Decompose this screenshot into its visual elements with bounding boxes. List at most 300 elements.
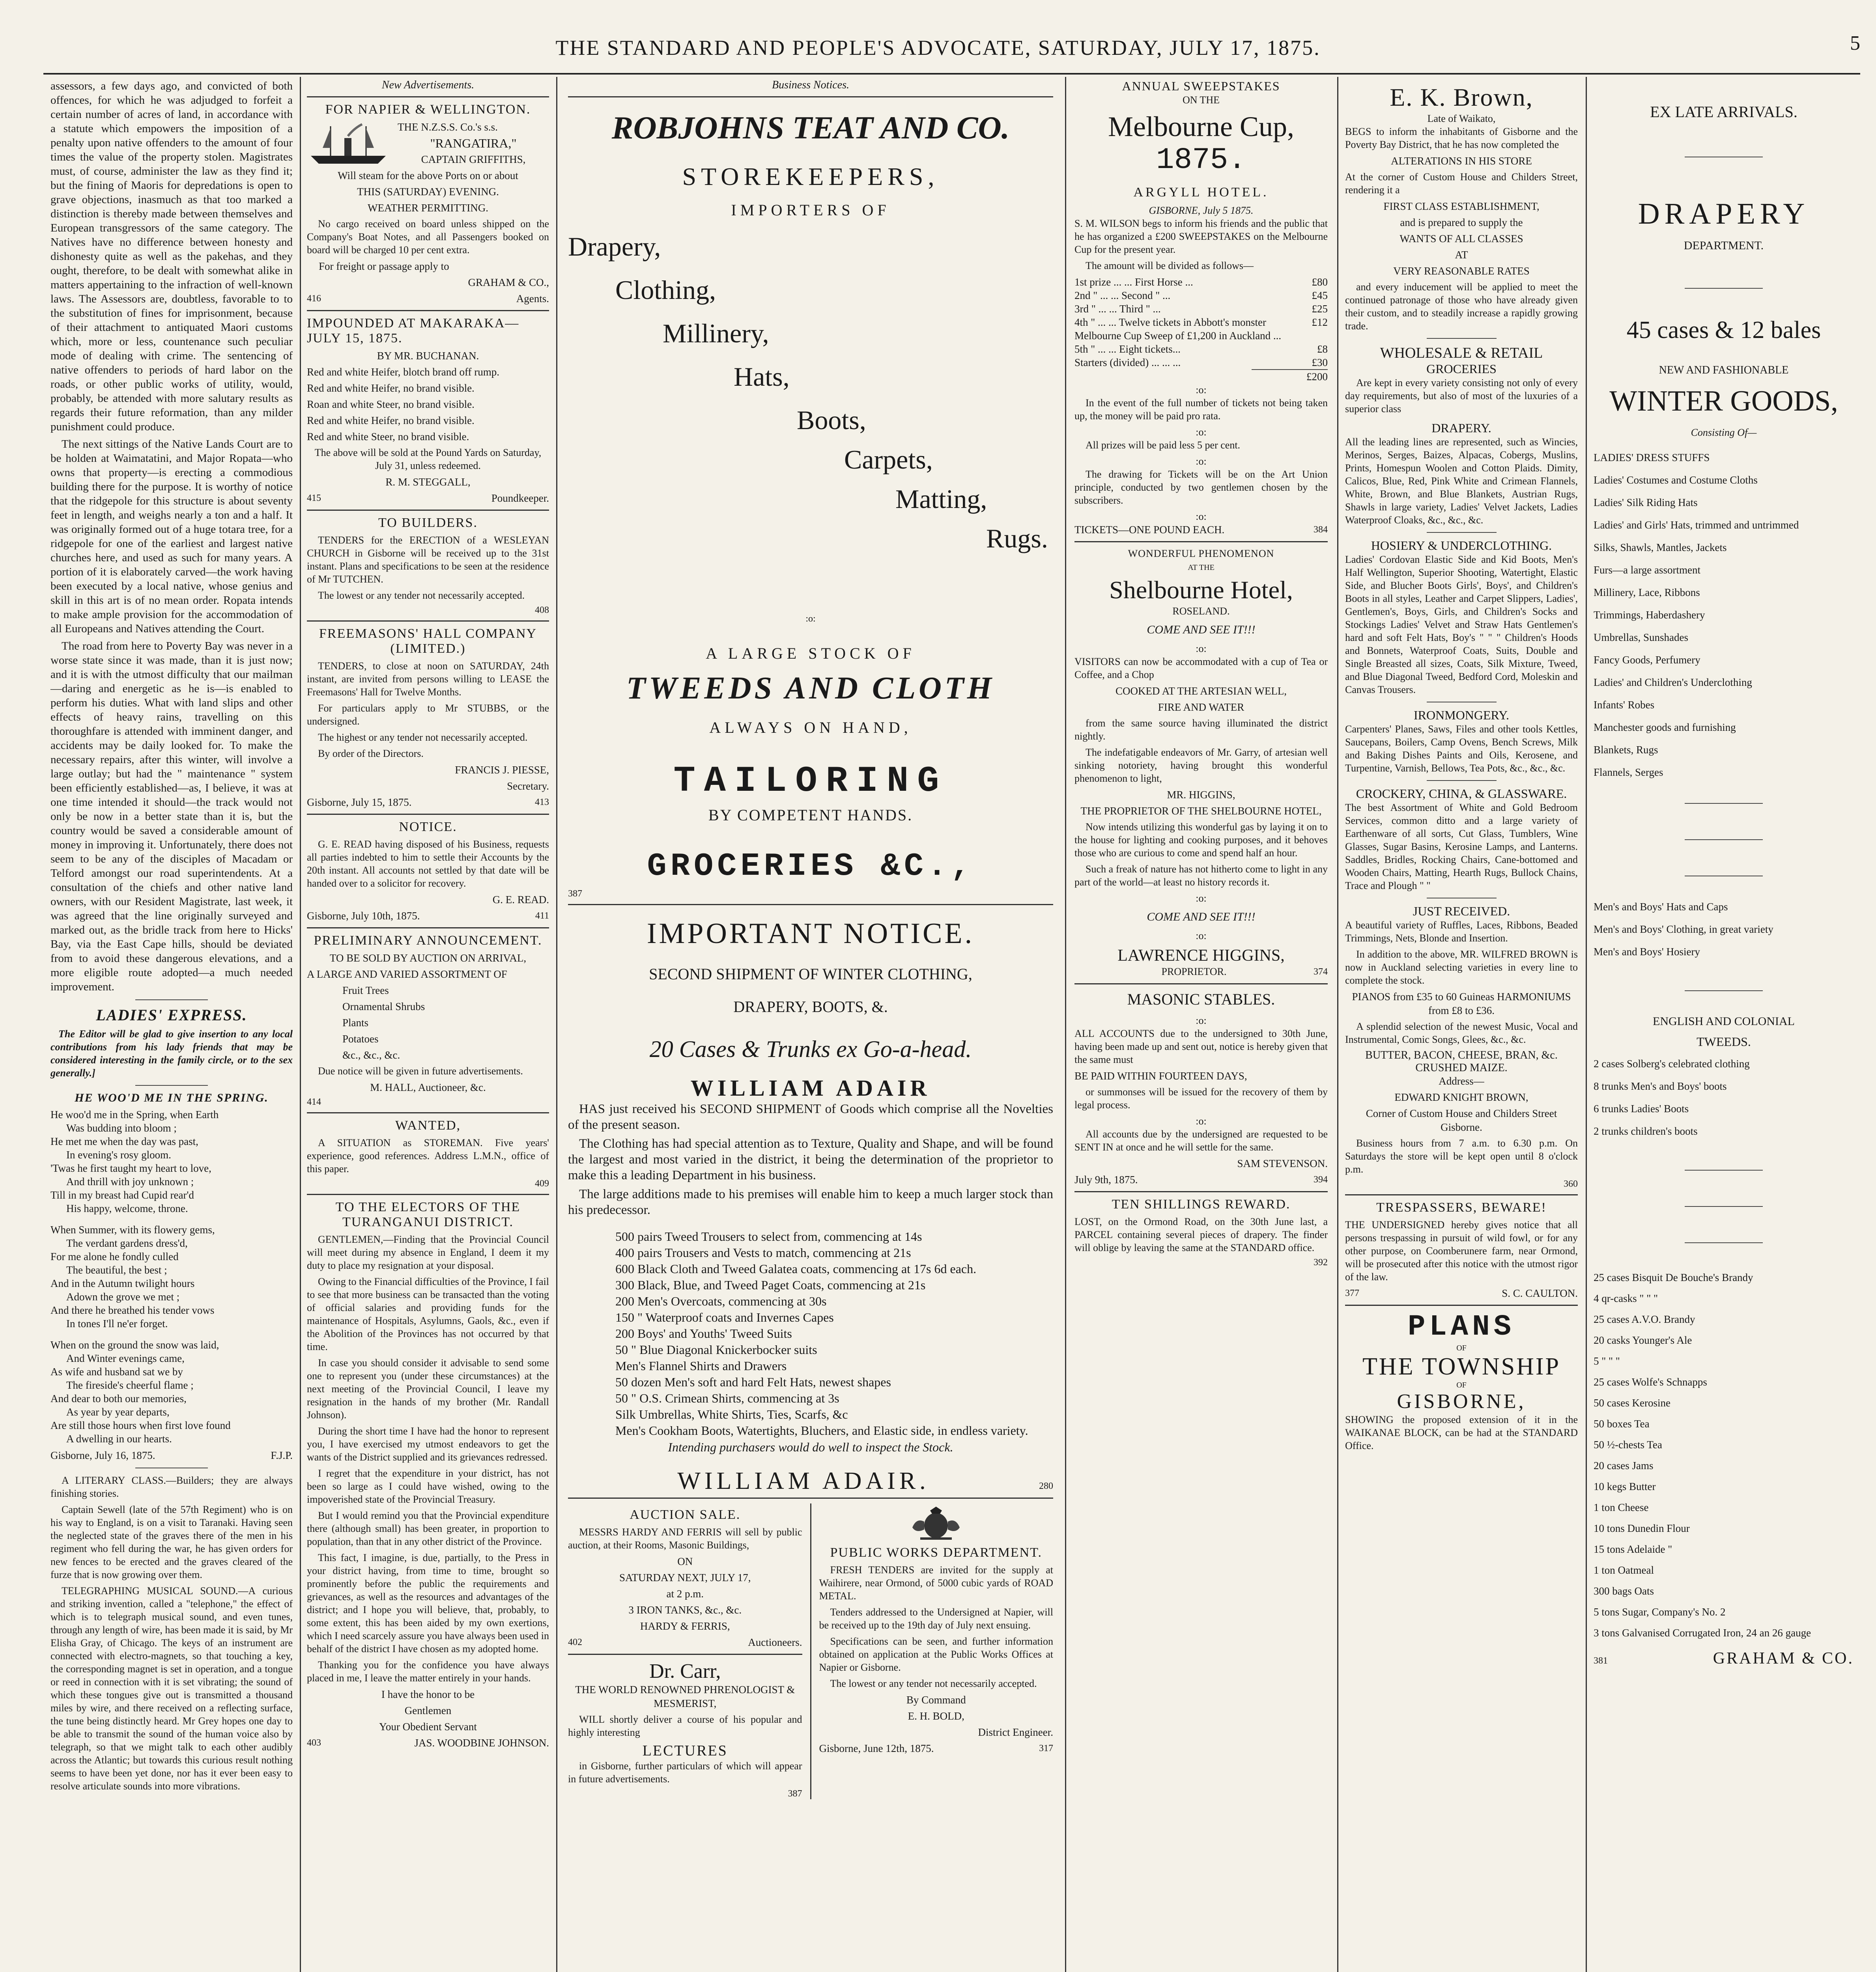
prize-value: £80 bbox=[1312, 276, 1328, 288]
poem-line: He met me when the day was past, bbox=[50, 1135, 198, 1147]
ad-text: In addition to the above, MR. WILFRED BROWN is now in Auckland selecting varieties in every line to complete the stock. bbox=[1345, 949, 1578, 986]
poem-line: The beautiful, the best ; bbox=[66, 1264, 167, 1276]
poem-line: Was budding into bloom ; bbox=[66, 1122, 177, 1134]
divider bbox=[1427, 532, 1497, 533]
ad-line: Secretary. bbox=[507, 780, 549, 792]
drapery-title: DRAPERY bbox=[1638, 197, 1810, 230]
ad-text: The large additions made to his premises will enable him to keep a much larger stock than his predecessor. bbox=[568, 1187, 1053, 1217]
ad-text: BEGS to inform the inhabitants of Gisborne and the Poverty Bay District, that he has now completed the bbox=[1345, 126, 1578, 150]
poem-line: When Summer, with its flowery gems, bbox=[50, 1224, 215, 1236]
of-label: OF bbox=[1456, 1381, 1467, 1389]
prize-label: 3rd " ... ... Third " ... bbox=[1074, 303, 1161, 315]
ad-line: A LARGE AND VARIED ASSORTMENT OF bbox=[307, 968, 507, 980]
ad-text: The best Assortment of White and Gold Bedroom Services, common ditto and a large variety of Earthenware of all sorts, Cut Glass, Tumblers, Wine Glasses, Sugar Basins, Kerosine Lamps, and Lanterns. Saddles, Bridles, Rocking Chairs, Cane-bottomed and Wooden Chairs, Matting, Hearth Rugs, Bullock Chains, Trace and Plough " " bbox=[1345, 802, 1578, 891]
ad-text: By order of the Directors. bbox=[318, 748, 424, 759]
auction-item: Plants bbox=[342, 1017, 369, 1029]
ad-line: and is prepared to supply the bbox=[1400, 217, 1523, 228]
goods-item: Carpets, bbox=[844, 444, 933, 474]
goods-item: Ladies' and Girls' Hats, trimmed and untrimmed bbox=[1594, 519, 1799, 531]
goods-item: Fancy Goods, Perfumery bbox=[1594, 654, 1700, 666]
ad-number: 381 bbox=[1594, 1656, 1608, 1666]
divider bbox=[135, 1085, 208, 1086]
poem-line: His happy, welcome, throne. bbox=[66, 1203, 188, 1214]
ad-line: WANTS OF ALL CLASSES bbox=[1400, 233, 1523, 245]
auction-item: &c., &c., &c. bbox=[342, 1049, 400, 1061]
ad-text: G. E. READ having disposed of his Business, requests all parties indebted to him to settle their Accounts by the 20th instant. All accounts not settled by that date will be handed over to a solicitor for recovery. bbox=[307, 838, 549, 889]
ad-date: Gisborne, June 12th, 1875. bbox=[819, 1742, 934, 1754]
tweeds-item: 2 cases Solberg's celebrated clothing bbox=[1594, 1058, 1750, 1070]
ad-line: MR. HIGGINS, bbox=[1167, 789, 1235, 801]
ad-text: All prizes will be paid less 5 per cent. bbox=[1086, 439, 1241, 451]
ad-text: Carpenters' Planes, Saws, Files and other tools Kettles, Saucepans, Boilers, Camp Ovens, Bench Screws, Milk and Baking Dishes Paints and Oils, Kerosene, and Turpentine, Varnish, Bellows, Tea Pots, &c., &c., &c. bbox=[1345, 723, 1578, 774]
ad-line: FIRE AND WATER bbox=[1158, 701, 1244, 713]
poem-title: HE WOO'D ME IN THE SPRING. bbox=[75, 1091, 269, 1104]
cases-trunks: 20 Cases & Trunks ex Go-a-head. bbox=[649, 1036, 972, 1062]
mens-item: Men's and Boys' Hats and Caps bbox=[1594, 901, 1728, 913]
literary-class: A LITERARY CLASS.—Builders; they are always finishing stories. bbox=[50, 1475, 293, 1499]
ad-text: WILL shortly deliver a course of his popular and highly interesting bbox=[568, 1714, 802, 1738]
goods-item: Matting, bbox=[895, 484, 987, 514]
prize-value: £25 bbox=[1312, 303, 1328, 315]
adair-stock-list bbox=[568, 1230, 1053, 1438]
goods-item: Millinery, Lace, Ribbons bbox=[1594, 586, 1700, 598]
poem-line: 'Twas he first taught my heart to love, bbox=[50, 1162, 211, 1174]
ad-text: TENDERS, to close at noon on SATURDAY, 24th instant, are invited from persons willing to LEASE the Freemasons' Hall for Twelve Months. bbox=[307, 660, 549, 698]
storekeepers: STOREKEEPERS, bbox=[682, 162, 939, 190]
tweeds-item: 2 trunks children's boots bbox=[1594, 1125, 1698, 1137]
ad-line: THE PROPRIETOR OF THE SHELBOURNE HOTEL, bbox=[1080, 805, 1322, 817]
ad-line: Poundkeeper. bbox=[491, 492, 549, 504]
ad-signature: E. H. BOLD, bbox=[908, 1710, 964, 1722]
graham-signature: GRAHAM & CO. bbox=[1713, 1649, 1854, 1668]
section-heading: GROCERIES bbox=[1426, 362, 1497, 376]
ad-line: Agents. bbox=[516, 293, 549, 304]
ad-number: 409 bbox=[535, 1178, 549, 1189]
ad-number: 360 bbox=[1564, 1179, 1578, 1189]
ad-heading: TEN SHILLINGS REWARD. bbox=[1112, 1197, 1291, 1212]
ornament: :o: bbox=[1196, 893, 1207, 904]
impound-item: Roan and white Steer, no brand visible. bbox=[307, 398, 475, 410]
consisting-of: Consisting Of— bbox=[1691, 427, 1757, 438]
goods-item: Ladies' Costumes and Costume Cloths bbox=[1594, 474, 1758, 486]
ad-heading: TRESPASSERS, BEWARE! bbox=[1376, 1200, 1547, 1215]
ad-date: Gisborne, July 10th, 1875. bbox=[307, 910, 420, 922]
ad-text: A beautiful variety of Ruffles, Laces, Ribbons, Beaded Trimmings, Nets, Blonde and Insertion. bbox=[1345, 919, 1578, 944]
winter-goods-list bbox=[1594, 451, 1854, 779]
stores-item: 50 cases Kerosine bbox=[1594, 1397, 1670, 1409]
ad-signature: GRAHAM & CO., bbox=[468, 276, 549, 288]
masonic-stables: MASONIC STABLES. bbox=[1127, 990, 1275, 1008]
prize-value: £200 bbox=[1306, 371, 1328, 383]
dr-carr: Dr. Carr, bbox=[649, 1660, 721, 1683]
divider bbox=[1345, 1305, 1578, 1306]
large-stock: A LARGE STOCK OF bbox=[706, 644, 916, 662]
tailoring: TAILORING bbox=[673, 760, 948, 802]
ad-text: The drawing for Tickets will be on the Art Union principle, conducted by two gentlemen chosen by the subscribers. bbox=[1074, 469, 1328, 506]
stores-item: 5 " " " bbox=[1594, 1355, 1620, 1367]
ornament: :o: bbox=[805, 614, 816, 624]
poem-line: Are still those hours when first love found bbox=[50, 1419, 231, 1431]
ad-signature: EDWARD KNIGHT BROWN, bbox=[1394, 1091, 1528, 1103]
column-business-notices bbox=[556, 79, 1065, 1972]
ad-number: 317 bbox=[1039, 1743, 1053, 1754]
goods-item: Manchester goods and furnishing bbox=[1594, 721, 1736, 733]
stores-item: 1 ton Oatmeal bbox=[1594, 1564, 1654, 1576]
poem-line: And there he breathed his tender vows bbox=[50, 1304, 215, 1316]
stock-item: 50 dozen Men's soft and hard Felt Hats, newest shapes bbox=[615, 1375, 891, 1389]
the-township: THE TOWNSHIP bbox=[1362, 1353, 1561, 1380]
ad-signature: R. M. STEGGALL, bbox=[385, 476, 471, 488]
stores-item: 50 ½-chests Tea bbox=[1594, 1439, 1662, 1451]
divider bbox=[568, 1654, 802, 1655]
department: DEPARTMENT. bbox=[1684, 239, 1764, 252]
goods-item: Millinery, bbox=[663, 318, 769, 348]
ad-text: In case you should consider it advisable to send some one to represent you (under these circumstances) at the next meeting of the Provincial Council, I leave my resignation in the hands of my brother (Mr. Randall Johnson). bbox=[307, 1357, 549, 1421]
poem-line: Adown the grove we met ; bbox=[66, 1291, 180, 1303]
ad-line: VERY REASONABLE RATES bbox=[1393, 265, 1530, 277]
divider bbox=[568, 1498, 1053, 1499]
ad-signature: G. E. READ. bbox=[492, 894, 549, 906]
ad-number: 374 bbox=[1313, 967, 1328, 977]
ad-number: 387 bbox=[568, 889, 582, 899]
divider bbox=[307, 310, 549, 311]
divider bbox=[307, 620, 549, 622]
ad-text: All accounts due by the undersigned are requested to be SENT IN at once and he will settle for the same. bbox=[1074, 1128, 1328, 1153]
stock-item: 300 Black, Blue, and Tweed Paget Coats, commencing at 21s bbox=[615, 1278, 926, 1292]
tweeds-item: 6 trunks Ladies' Boots bbox=[1594, 1103, 1689, 1115]
ad-signature: M. HALL, Auctioneer, &c. bbox=[370, 1081, 486, 1093]
ad-number: 394 bbox=[1314, 1175, 1328, 1185]
poem-line: In tones I'll ne'er forget. bbox=[66, 1318, 168, 1330]
section-heading: CROCKERY, CHINA, & GLASSWARE. bbox=[1356, 786, 1567, 801]
ad-number: 413 bbox=[535, 797, 549, 807]
ad-text: Specifications can be seen, and further information obtained on application at the Public Works Offices at Napier or Gisborne. bbox=[819, 1636, 1053, 1673]
ad-number: 280 bbox=[1039, 1481, 1053, 1491]
mens-item: Men's and Boys' Clothing, in great variety bbox=[1594, 923, 1773, 935]
stores-item: 4 qr-casks " " " bbox=[1594, 1292, 1658, 1304]
sweep-on: ON THE bbox=[1182, 94, 1220, 106]
section-heading: WHOLESALE & RETAIL bbox=[1380, 345, 1543, 361]
article-paragraph: The road from here to Poverty Bay was never in a worse state since it was made, than it is just now; and it is with the utmost difficulty that our mailman—daring and energetic as he is—is enabled to perform his duties. What with land slips and other effects of heavy rains, travelling on this thoroughfare is attended with imminent danger, and accidents may be daily looked for. To make the necessary repairs, after this winter, will involve a large outlay; but had the " maintenance " system been efficiently established—as, I believe, it was at one time intended it should—the track would not only be now in a better state than it is, but the country would be saved a considerable amount of money in improving it. Unfortunately, there does not seem to be any of the disciples of Macadam or Telford amongst our road superintendents. At a consultation of the chiefs and other native land owners, with our Resident Magistrate, last week, it was agreed that the line originally surveyed and marked out, as the bridle track from here to Hicks' Bay, via the East Cape hills, should be deviated from to avoid these dangerous elevations, and a more eligible route adopted—a much needed improvement. bbox=[50, 640, 293, 993]
prize-value: £45 bbox=[1312, 289, 1328, 301]
ad-line: For freight or passage apply to bbox=[319, 260, 449, 272]
ornament: :o: bbox=[1196, 511, 1207, 522]
ad-heading: AUCTION SALE. bbox=[630, 1507, 741, 1522]
goods-item: Clothing, bbox=[615, 275, 716, 305]
divider bbox=[1685, 1242, 1763, 1243]
ad-text: In the event of the full number of tickets not being taken up, the money will be paid pro rata. bbox=[1074, 397, 1328, 422]
ad-text: HAS just received his SECOND SHIPMENT of Goods which comprise all the Novelties of the present season. bbox=[568, 1102, 1053, 1132]
divider bbox=[1074, 983, 1328, 984]
stores-item: 25 cases A.V.O. Brandy bbox=[1594, 1313, 1695, 1325]
ad-line: Will steam for the above Ports on or about bbox=[338, 170, 518, 181]
ad-text: Business hours from 7 a.m. to 6.30 p.m. On Saturdays the store will be kept open until 8 o'clock p.m. bbox=[1345, 1137, 1578, 1175]
divider bbox=[1427, 338, 1497, 339]
impound-item: Red and white Heifer, no brand visible. bbox=[307, 415, 475, 426]
section-heading: BUTTER, BACON, CHEESE, BRAN, &c. bbox=[1365, 1049, 1558, 1061]
come-and-see: COME AND SEE IT!!! bbox=[1147, 910, 1256, 923]
goods-item: Silks, Shawls, Mantles, Jackets bbox=[1594, 542, 1727, 553]
ad-text: SHOWING the proposed extension of it in the WAIKANAE BLOCK, can be had at the STANDARD Office. bbox=[1345, 1414, 1578, 1451]
poem-line: He woo'd me in the Spring, when Earth bbox=[50, 1109, 219, 1120]
ad-line: Corner of Custom House and Childers Street Gisborne. bbox=[1366, 1107, 1557, 1133]
ad-line: Your Obedient Servant bbox=[379, 1721, 477, 1733]
prize-value: £30 bbox=[1312, 357, 1328, 368]
column-graham bbox=[1586, 79, 1862, 1972]
ad-text: THE UNDERSIGNED hereby gives notice that all persons trespassing in pursuit of wild fowl, or for any other purpose, on Coomberunere farm, near Ormond, will be prosecuted after this notice with the utmost rigor of the law. bbox=[1345, 1219, 1578, 1283]
william-adair-signature: WILLIAM ADAIR. bbox=[677, 1468, 930, 1494]
prize-label: 4th " ... ... Twelve tickets in Abbott's monster Melbourne Cup Sweep of £1,200 in Auckland ... bbox=[1074, 316, 1282, 342]
goods-item: Hats, bbox=[734, 362, 790, 392]
competent-hands: BY COMPETENT HANDS. bbox=[708, 806, 913, 824]
ladies-express-title: LADIES' EXPRESS. bbox=[96, 1006, 247, 1024]
ad-signature: FRANCIS J. PIESSE, bbox=[455, 764, 549, 776]
ad-line: THIS (SATURDAY) EVENING. bbox=[357, 186, 499, 198]
divider bbox=[307, 96, 549, 97]
ad-text: and every inducement will be applied to meet the continued patronage of those who have already given their custom, and to steadily increase a rapidly growing trade. bbox=[1345, 281, 1578, 332]
cup-year: 1875. bbox=[1156, 143, 1246, 177]
ad-line: AT bbox=[1455, 249, 1468, 261]
stores-item: 10 kegs Butter bbox=[1594, 1481, 1656, 1492]
ad-text: Now intends utilizing this wonderful gas by laying it on to the house for lighting and cooking purposes, and it behoves those who are curious to come and spend half an hour. bbox=[1074, 821, 1328, 859]
article-paragraph: assessors, a few days ago, and convicted of both offences, for which he was adjudged to forfeit a certain number of acres of land, in accordance with a statute which empowers the imposition of a penalty upon native offenders to the amount of four times the value of the property stolen. Magistrates must, of course, administer the law as they find it; but the fining of Maoris for depredations is open to grave objections, inasmuch as that too marked a distinction is thereby made between themselves and European transgressors of the same category. The Natives have no difference between honesty and dishonesty quite as well as the pakehas, and they ought, therefore, to be dealt with somewhat alike in matters appertaining to the infraction of well-known laws. The Assessors are, doubtless, favorable to to the substitution of fines for imprisonment, because of their attachment to antiquated Maori customs which, more or less, countenance such peculiar mode of dealing with crime. The sentencing of native offenders to periods of hard labor on the roads, or other public works of utility, would, probably, be attended with more salutary results as regards their future reformation, than any milder punishment could produce. bbox=[50, 80, 293, 433]
stores-item: 15 tons Adelaide " bbox=[1594, 1543, 1672, 1555]
poem-signature: F.J.P. bbox=[271, 1449, 293, 1461]
divider bbox=[1074, 541, 1328, 542]
ad-text: But I would remind you that the Provincial expenditure there (although small) has been greater, in proportion to population, than that in any other district of the Province. bbox=[307, 1510, 549, 1547]
impound-item: Red and white Heifer, no brand visible. bbox=[307, 382, 475, 394]
divider bbox=[307, 1194, 549, 1195]
ad-line: at 2 p.m. bbox=[666, 1588, 704, 1600]
divider bbox=[1685, 803, 1763, 804]
ad-text: FRESH TENDERS are invited for the supply at Waihirere, near Ormond, of 5000 cubic yards of ROAD METAL. bbox=[819, 1564, 1053, 1602]
stock-item: Men's Flannel Shirts and Drawers bbox=[615, 1359, 787, 1373]
poem-line bbox=[50, 1215, 293, 1223]
winter-goods: WINTER GOODS, bbox=[1609, 385, 1838, 417]
poem-line: As year by year departs, bbox=[66, 1406, 170, 1418]
ad-text: The indefatigable endeavors of Mr. Garry, of artesian well sinking notoriety, having brought this wonderful phenomenon to light, bbox=[1074, 747, 1328, 784]
column-ek-brown bbox=[1337, 79, 1586, 1972]
stock-item: Men's Cookham Boots, Watertights, Bluchers, and Elastic side, in endless variety. bbox=[615, 1423, 1028, 1438]
new-fashionable: NEW AND FASHIONABLE bbox=[1659, 364, 1789, 376]
ek-brown: E. K. Brown, bbox=[1390, 83, 1533, 111]
ad-number: 403 bbox=[307, 1738, 321, 1748]
divider bbox=[307, 814, 549, 815]
ship-name: "RANGATIRA," bbox=[430, 136, 517, 150]
ornament: :o: bbox=[1196, 1015, 1207, 1026]
prize-table bbox=[1074, 275, 1328, 383]
second-shipment: SECOND SHIPMENT OF WINTER CLOTHING, bbox=[649, 965, 972, 983]
section-heading: CRUSHED MAIZE. bbox=[1415, 1062, 1508, 1074]
ad-text: Ladies' Cordovan Elastic Side and Kid Boots, Men's Half Wellington, Superior Shooting, Watertight, Elastic Side, and Blucher Boots Girls', Boys', and Children's Boots in all styles, Leather and Carpet Slippers, Ladies', Gentlemen's, Boys, Girls, and Children's Socks and Stockings Ladies' Velvet and Straw Hats Gentlemen's hard and soft Felt Hats, Boy's " " " Children's Hoods and Bonnets, Waterproof Coats, Suits, Double and Single Breasted all sizes, Coats, Silk Mixture, Tweed, and Blue Diagonal Tweed, Bedford Cord, Moleskin and Canvas Trousers. bbox=[1345, 554, 1578, 695]
of-label: OF bbox=[1456, 1344, 1467, 1352]
prize-label: Starters (divided) ... ... ... bbox=[1074, 357, 1181, 368]
goods-item: Drapery, bbox=[568, 232, 661, 261]
masthead-rule bbox=[43, 73, 1860, 75]
ad-heading: PRELIMINARY ANNOUNCEMENT. bbox=[314, 933, 542, 948]
wonder-heading: WONDERFUL PHENOMENON bbox=[1128, 548, 1274, 559]
ad-line: THE N.Z.S.S. Co.'s s.s. bbox=[398, 121, 498, 133]
ad-text: During the short time I have had the honor to represent you, I have exercised my utmost endeavors to get the wants of the District supplied and its grievances redressed. bbox=[307, 1425, 549, 1463]
ad-line: Late of Waikato, bbox=[1427, 113, 1496, 124]
ad-text: LOST, on the Ormond Road, on the 30th June last, a PARCEL containing several pieces of drapery. The finder will oblige by leaving the same at the STANDARD office. bbox=[1074, 1216, 1328, 1253]
ad-text: in Gisborne, further particulars of which will appear in future advertisements. bbox=[568, 1760, 802, 1785]
ad-text: Owing to the Financial difficulties of the Province, I fail to see that more business can be transacted than the voting of official salaries and providing funds for the maintenance of Hospitals, Asylumns, Gaols, &c., even if the Abolition of the Provinces has not occurred by that time. bbox=[307, 1276, 549, 1352]
ad-heading: TO THE ELECTORS OF THE TURANGANUI DISTRICT. bbox=[335, 1200, 521, 1229]
ad-line: 3 IRON TANKS, &c., &c. bbox=[628, 1604, 742, 1616]
goods-item: Infants' Robes bbox=[1594, 699, 1655, 711]
tweeds-heading: TWEEDS. bbox=[1697, 1035, 1751, 1049]
cases-bales: 45 cases & 12 bales bbox=[1626, 317, 1821, 344]
stock-item: 50 " O.S. Crimean Shirts, commencing at 3s bbox=[615, 1391, 839, 1405]
poem-line: And thrill with joy unknown ; bbox=[66, 1176, 194, 1188]
ad-heading: FREEMASONS' HALL COMPANY (LIMITED.) bbox=[319, 626, 537, 656]
poem-line: In evening's rosy gloom. bbox=[66, 1149, 171, 1161]
ad-number: 415 bbox=[307, 493, 321, 503]
page-mark: 5 bbox=[1850, 32, 1860, 54]
poem-line: And dear to both our memories, bbox=[50, 1393, 187, 1404]
william-adair-title: WILLIAM ADAIR bbox=[690, 1075, 931, 1101]
auction-item: Ornamental Shrubs bbox=[342, 1001, 425, 1012]
ad-line: I have the honor to be bbox=[381, 1688, 475, 1700]
poem-line: The fireside's cheerful flame ; bbox=[66, 1379, 194, 1391]
column-header: Business Notices. bbox=[772, 79, 849, 91]
ad-line: District Engineer. bbox=[978, 1726, 1053, 1738]
divider bbox=[307, 927, 549, 928]
ad-heading: FOR NAPIER & WELLINGTON. bbox=[325, 102, 531, 117]
stock-item: 50 " Blue Diagonal Knickerbocker suits bbox=[615, 1343, 817, 1357]
poem-line: When on the ground the snow was laid, bbox=[50, 1339, 219, 1351]
ad-line: TO BE SOLD BY AUCTION ON ARRIVAL, bbox=[329, 952, 527, 964]
stock-item: 150 " Waterproof coats and Invernes Capes bbox=[615, 1310, 834, 1324]
ad-line: No cargo received on board unless shipped on the Company's Boat Notes, and all Passengers booked on board will be charged 10 per cent extra. bbox=[307, 218, 549, 256]
ad-text: Such a freak of nature has not hitherto come to light in any part of the world—at least no history records it. bbox=[1074, 863, 1328, 888]
ad-text: GENTLEMEN,—Finding that the Provincial Council will meet during my absence in England, I deem it my duty to place my resignation at your disposal. bbox=[307, 1234, 549, 1271]
divider bbox=[1685, 839, 1763, 840]
ad-line: FIRST CLASS ESTABLISHMENT, bbox=[1383, 200, 1540, 212]
ad-text: The highest or any tender not necessarily accepted. bbox=[318, 732, 528, 743]
auction-item: Potatoes bbox=[342, 1033, 379, 1045]
ad-text: This fact, I imagine, is due, partially, to the Press in your district having, from time to time, brought so prominently before the public the requirements and grievances, as well as the resources and advantages of the district; and I hope you will believe, that, probably, to some extent, this has been aided by my own exertions, which I need scarcely assure you have always been used in behalf of the district I have chosen as my adopted home. bbox=[307, 1552, 549, 1655]
ad-signature: HARDY & FERRIS, bbox=[640, 1620, 730, 1632]
ad-heading: NOTICE. bbox=[399, 820, 457, 834]
ad-text: A splendid selection of the newest Music, Vocal and Instrumental, Comic Songs, Glees, &c., &c. bbox=[1345, 1021, 1578, 1045]
always-on-hand: ALWAYS ON HAND, bbox=[709, 719, 912, 736]
stock-item: 400 pairs Trousers and Vests to match, commencing at 21s bbox=[615, 1246, 911, 1260]
groceries: GROCERIES &C., bbox=[647, 848, 974, 885]
ad-line: THE WORLD RENOWNED PHRENOLOGIST & MESMERIST, bbox=[575, 1684, 795, 1709]
ad-text: ALL ACCOUNTS due to the undersigned to 30th June, having been made up and sent out, notice is hereby given that the same must bbox=[1074, 1028, 1328, 1065]
ad-date: Gisborne, July 15, 1875. bbox=[307, 796, 412, 808]
gisborne: GISBORNE, bbox=[1397, 1390, 1526, 1413]
important-notice: IMPORTANT NOTICE. bbox=[647, 917, 975, 950]
poem-line: The verdant gardens dress'd, bbox=[66, 1237, 188, 1249]
article-paragraph: The next sittings of the Native Lands Court are to be holden at Waimatatini, and Major Ropata—who owns that property—is erecting a commodious building there for the purpose. It is worthy of notice that the ridgepole for this structure is about seventy feet in length, and weighs nearly a ton and a half. It was originally formed out of a huge totara tree, for a ridgepole for one of the earliest and largest native churches here, and used as such for many years. A portion of it is elaborately carved—the work having been executed by a local native, whose genius and skill in this art is of no mean order. Ropata intends to make ample provision for the accommodation of all Europeans and Natives attending the Court. bbox=[50, 438, 293, 635]
goods-item: LADIES' DRESS STUFFS bbox=[1594, 452, 1710, 463]
poem bbox=[50, 1108, 293, 1445]
ad-line: ON bbox=[677, 1556, 693, 1567]
ad-heading: IMPOUNDED AT MAKARAKA— JULY 15, 1875. bbox=[307, 316, 519, 345]
ad-line: Auctioneers. bbox=[748, 1636, 802, 1648]
ad-signature: S. C. CAULTON. bbox=[1502, 1287, 1578, 1299]
ornament: :o: bbox=[1196, 1115, 1207, 1127]
divider bbox=[1685, 288, 1763, 289]
poem-line bbox=[50, 1330, 293, 1338]
lectures: LECTURES bbox=[642, 1742, 728, 1759]
ad-number: 392 bbox=[1314, 1257, 1328, 1268]
column-header: New Advertisements. bbox=[381, 79, 475, 91]
stores-item: 1 ton Cheese bbox=[1594, 1501, 1649, 1513]
ad-text: The Clothing has had special attention as to Texture, Quality and Shape, and will be found the largest and most varied in the district, it being the determination of the proprietor to make this a leading Department in his business. bbox=[568, 1137, 1053, 1182]
ad-text: All the leading lines are represented, such as Wincies, Merinos, Serges, Baizes, Alpacas, Cobergs, Muslins, Prints, Homespun Woolen and Cotton Plaids. Dimity, Calicos, Blue, Red, Pink White and Crimean Flannels, White, Brown, and Blue Blankets, Austrian Rugs, Shawls in large variety, Ladies' Velvet Jackets, Ladies Waterproof Cloaks, &c., &c., &c. bbox=[1345, 436, 1578, 526]
captain-sewell-paragraph: Captain Sewell (late of the 57th Regiment) who is on his way to England, is on a visit to Taranaki. Having seen the neglected state of the graves there of the men in his regiment who fell during the war, he has given orders for new fences to be erected and the graves cleared of the furze that is now growing over them. bbox=[50, 1504, 293, 1580]
tweeds-item: 8 trunks Men's and Boys' boots bbox=[1594, 1080, 1727, 1092]
poem-line: As wife and husband sat we by bbox=[50, 1366, 183, 1378]
poem-line: A dwelling in our hearts. bbox=[66, 1433, 172, 1445]
impound-item: Red and white Steer, no brand visible. bbox=[307, 431, 469, 443]
ornament: :o: bbox=[1196, 384, 1207, 396]
ad-number: 377 bbox=[1345, 1288, 1359, 1298]
section-heading: JUST RECEIVED. bbox=[1413, 904, 1510, 918]
divider bbox=[307, 510, 549, 511]
ad-text: S. M. WILSON begs to inform his friends and the public that he has organized a £200 SWEEPSTAKES on the Melbourne Cup for the present year. bbox=[1074, 218, 1328, 255]
divider bbox=[307, 1112, 549, 1113]
stores-item: 25 cases Bisquit De Bouche's Brandy bbox=[1594, 1272, 1753, 1283]
ex-late-arrivals: EX LATE ARRIVALS. bbox=[1650, 103, 1798, 121]
ad-number: 387 bbox=[788, 1789, 802, 1799]
public-works bbox=[811, 1503, 1054, 1799]
ornament: :o: bbox=[1196, 426, 1207, 438]
ad-number: 402 bbox=[568, 1637, 582, 1647]
auction-and-carr bbox=[568, 1503, 811, 1799]
divider bbox=[568, 904, 1053, 905]
poem-line: For me alone he fondly culled bbox=[50, 1251, 179, 1262]
ad-line: Address— bbox=[1439, 1075, 1484, 1087]
divider bbox=[1345, 1194, 1578, 1195]
goods-item: Ladies' and Children's Underclothing bbox=[1594, 676, 1752, 688]
ad-signature: JAS. WOODBINE JOHNSON. bbox=[414, 1737, 549, 1749]
impound-item: Red and white Heifer, blotch brand off rump. bbox=[307, 366, 500, 378]
section-heading: DRAPERY. bbox=[1431, 421, 1491, 435]
ad-number: 416 bbox=[307, 293, 321, 304]
stores-item: 10 tons Dunedin Flour bbox=[1594, 1522, 1690, 1534]
stock-item: 200 Men's Overcoats, commencing at 30s bbox=[615, 1294, 827, 1308]
divider bbox=[1685, 1206, 1763, 1207]
stock-item: 500 pairs Tweed Trousers to select from, commencing at 14s bbox=[615, 1229, 922, 1244]
argyll-hotel: ARGYLL HOTEL. bbox=[1133, 185, 1269, 200]
goods-item: Blankets, Rugs bbox=[1594, 744, 1658, 756]
column-new-advertisements bbox=[300, 79, 556, 1972]
drapery-boots: DRAPERY, BOOTS, &. bbox=[733, 998, 888, 1016]
stores-item: 25 cases Wolfe's Schnapps bbox=[1594, 1376, 1707, 1388]
goods-item: Rugs. bbox=[986, 523, 1048, 553]
ad-text: The lowest or any tender not necessarily accepted. bbox=[830, 1678, 1037, 1689]
stock-item: Silk Umbrellas, White Shirts, Ties, Scarfs, &c bbox=[615, 1407, 848, 1421]
ad-line: BE PAID WITHIN FOURTEEN DAYS, bbox=[1074, 1070, 1247, 1082]
divider bbox=[568, 96, 1053, 97]
ad-text: Thanking you for the confidence you have always placed in me, I leave the matter entirely in your hands. bbox=[307, 1659, 549, 1684]
goods-item: Furs—a large assortment bbox=[1594, 564, 1700, 576]
ad-heading: WANTED, bbox=[395, 1118, 461, 1133]
ad-number: 408 bbox=[535, 605, 549, 615]
ad-text: MESSRS HARDY AND FERRIS will sell by public auction, at their Rooms, Masonic Buildings, bbox=[568, 1526, 802, 1551]
tweeds-and-cloth: TWEEDS AND CLOTH bbox=[626, 671, 995, 706]
ad-text: The lowest or any tender not necessarily accepted. bbox=[318, 590, 525, 601]
ad-line: Gentlemen bbox=[404, 1705, 452, 1716]
royal-crest-icon bbox=[897, 1506, 975, 1541]
ad-number: 384 bbox=[1314, 525, 1328, 535]
ad-text: Tenders addressed to the Undersigned at Napier, will be received up to the 19th day of July next ensuing. bbox=[819, 1606, 1053, 1631]
